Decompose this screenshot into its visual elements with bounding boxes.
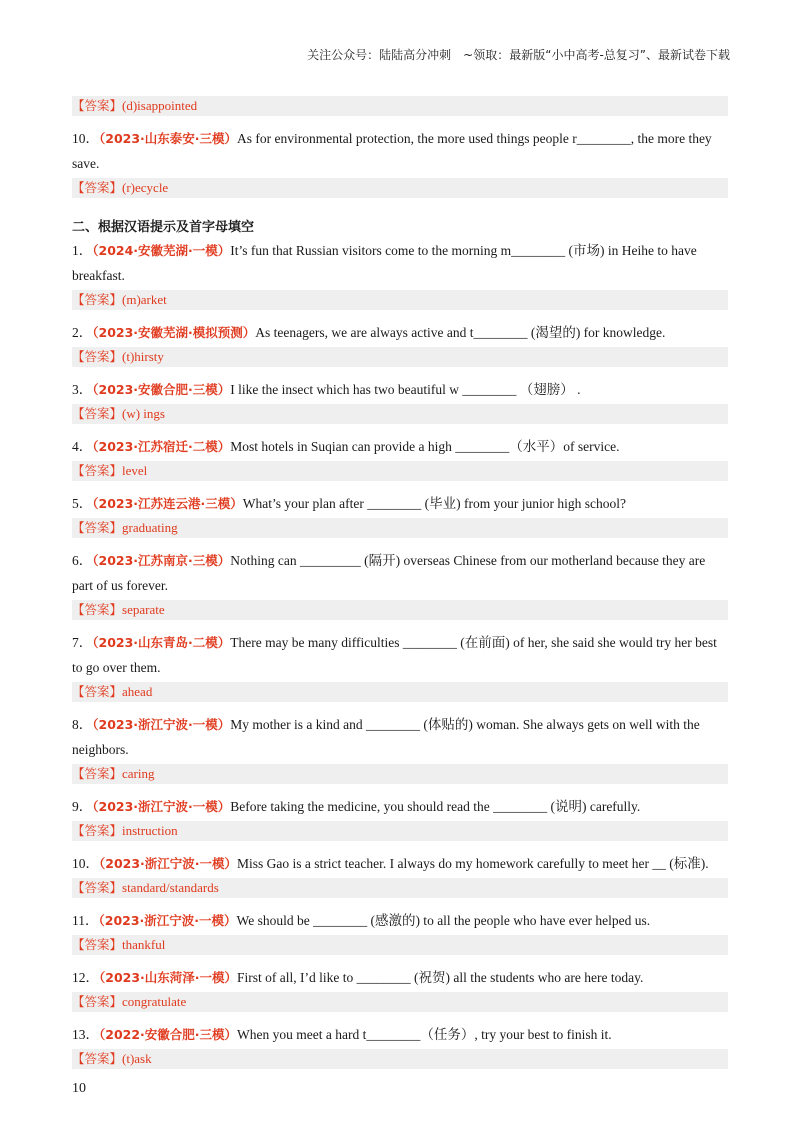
- answer-row: [72, 1049, 728, 1069]
- question-text: My mother is a kind and ________ (体贴的) woman. She always gets on well with the neighbors.: [72, 717, 700, 757]
- answer-row: [72, 682, 728, 702]
- answer-value: (t)ask: [122, 1051, 152, 1066]
- question-item: [72, 794, 728, 819]
- answer-tag: 【答案】: [72, 684, 123, 699]
- question-source: （2023·安徽合肥·三模）: [92, 382, 231, 397]
- question-text: It’s fun that Russian visitors come to the morning m________ (市场) in Heihe to have breakfast.: [72, 243, 697, 283]
- question-number: 12．: [72, 970, 99, 985]
- question-item: [72, 434, 728, 459]
- answer-tag: 【答案】: [72, 937, 123, 952]
- question-text: As teenagers, we are always active and t________ (渴望的) for knowledge.: [255, 325, 666, 340]
- question-source: （2023·浙江宁波·一模）: [92, 799, 231, 814]
- answer-value: (w) ings: [122, 406, 165, 421]
- question-source: （2022·安徽合肥·三模）: [99, 1027, 238, 1042]
- answer-tag: 【答案】: [72, 1051, 123, 1066]
- question-item: [72, 1022, 728, 1047]
- section-title: 二、根据汉语提示及首字母填空: [72, 220, 255, 235]
- answer-value: (r)ecycle: [122, 180, 169, 195]
- answer-value: ahead: [122, 684, 153, 699]
- question-source: （2023·浙江宁波·一模）: [99, 856, 238, 871]
- answer-value: separate: [122, 602, 165, 617]
- question-source: （2023·江苏宿迁·二模）: [92, 439, 231, 454]
- answer-row: [72, 347, 728, 367]
- answer-tag: 【答案】: [72, 406, 123, 421]
- answer-value: (d)isappointed: [122, 98, 198, 113]
- answer-tag: 【答案】: [72, 520, 123, 535]
- question-source: （2023·江苏连云港·三模）: [92, 496, 243, 511]
- answer-tag: 【答案】: [72, 880, 123, 895]
- question-item: [72, 908, 728, 933]
- question-number: 8．: [72, 717, 93, 732]
- question-number: 6．: [72, 553, 93, 568]
- question-text: Before taking the medicine, you should read the ________ (说明) carefully.: [230, 799, 641, 814]
- question-source: （2023·安徽芜湖·模拟预测）: [92, 325, 256, 340]
- question-text: We should be ________ (感激的) to all the people who have ever helped us.: [236, 913, 651, 928]
- answer-row: [72, 404, 728, 424]
- question-text: Miss Gao is a strict teacher. I always do my homework carefully to meet her __ (标准).: [237, 856, 709, 871]
- question-item: [72, 851, 728, 876]
- answer-row: [72, 461, 728, 481]
- answer-tag: 【答案】: [72, 602, 123, 617]
- answer-value: caring: [122, 766, 155, 781]
- answer-tag: 【答案】: [72, 292, 123, 307]
- question-item: [72, 630, 728, 680]
- question-number: 11．: [72, 913, 99, 928]
- answer-row: [72, 878, 728, 898]
- answer-row: [72, 764, 728, 784]
- answer-tag: 【答案】: [72, 180, 123, 195]
- question-item: [72, 238, 728, 288]
- answer-tag: 【答案】: [72, 823, 123, 838]
- answer-row: [72, 96, 728, 116]
- question-item: [72, 965, 728, 990]
- question-number: 13．: [72, 1027, 99, 1042]
- question-item: [72, 320, 728, 345]
- answer-tag: 【答案】: [72, 463, 123, 478]
- answer-tag: 【答案】: [72, 994, 123, 1009]
- question-number: 10．: [72, 856, 99, 871]
- question-source: （2023·山东青岛·二模）: [92, 635, 231, 650]
- answer-row: [72, 178, 728, 198]
- answer-row: [72, 935, 728, 955]
- question-list: [72, 238, 728, 1069]
- question-number: 7．: [72, 635, 93, 650]
- question-number: 2．: [72, 325, 93, 340]
- question-source: （2023·山东菏泽·一模）: [99, 970, 238, 985]
- answer-value: congratulate: [122, 994, 187, 1009]
- question-source: （2023·浙江宁波·一模）: [92, 717, 231, 732]
- answer-value: thankful: [122, 937, 166, 952]
- document-body: [72, 94, 728, 1079]
- question-number: 9．: [72, 799, 93, 814]
- question-item: [72, 126, 728, 176]
- question-item: [72, 377, 728, 402]
- page-number: 10: [72, 1081, 86, 1096]
- question-item: [72, 548, 728, 598]
- question-text: Most hotels in Suqian can provide a high ________（水平）of service.: [230, 439, 620, 454]
- answer-row: [72, 992, 728, 1012]
- answer-value: instruction: [122, 823, 178, 838]
- answer-row: [72, 821, 728, 841]
- question-number: 3．: [72, 382, 93, 397]
- answer-value: (t)hirsty: [122, 349, 164, 364]
- answer-row: [72, 600, 728, 620]
- question-text: I like the insect which has two beautiful w ________ （翅膀） .: [230, 382, 581, 397]
- answer-row: [72, 290, 728, 310]
- question-source: （2023·江苏南京·三模）: [92, 553, 231, 568]
- question-item: [72, 491, 728, 516]
- answer-value: (m)arket: [122, 292, 167, 307]
- question-source: （2024·安徽芜湖·一模）: [92, 243, 231, 258]
- question-source: （2023·浙江宁波·一模）: [98, 913, 237, 928]
- question-number: 10．: [72, 131, 99, 146]
- answer-tag: 【答案】: [72, 349, 123, 364]
- question-text: First of all, I’d like to ________ (祝贺) all the students who are here today.: [237, 970, 644, 985]
- question-text: Nothing can _________ (隔开) overseas Chinese from our motherland because they are part of us forever.: [72, 553, 706, 593]
- question-number: 1．: [72, 243, 93, 258]
- question-item: [72, 712, 728, 762]
- answer-tag: 【答案】: [72, 98, 123, 113]
- question-text: There may be many difficulties ________ (在前面) of her, she said she would try her best to go over them.: [72, 635, 717, 675]
- question-text: What’s your plan after ________ (毕业) from your junior high school?: [242, 496, 626, 511]
- question-number: 5．: [72, 496, 93, 511]
- question-source: （2023·山东泰安·三模）: [99, 131, 238, 146]
- question-text: When you meet a hard t________（任务）, try your best to finish it.: [237, 1027, 612, 1042]
- answer-row: [72, 518, 728, 538]
- answer-tag: 【答案】: [72, 766, 123, 781]
- page-header: 关注公众号：陆陆高分冲刺 ~领取：最新版“小中高考-总复习”、最新试卷下载: [307, 48, 730, 62]
- question-number: 4．: [72, 439, 93, 454]
- answer-value: standard/standards: [122, 880, 219, 895]
- answer-value: level: [122, 463, 148, 478]
- question-text: As for environmental protection, the more used things people r________, the more they save.: [72, 131, 712, 171]
- answer-value: graduating: [122, 520, 178, 535]
